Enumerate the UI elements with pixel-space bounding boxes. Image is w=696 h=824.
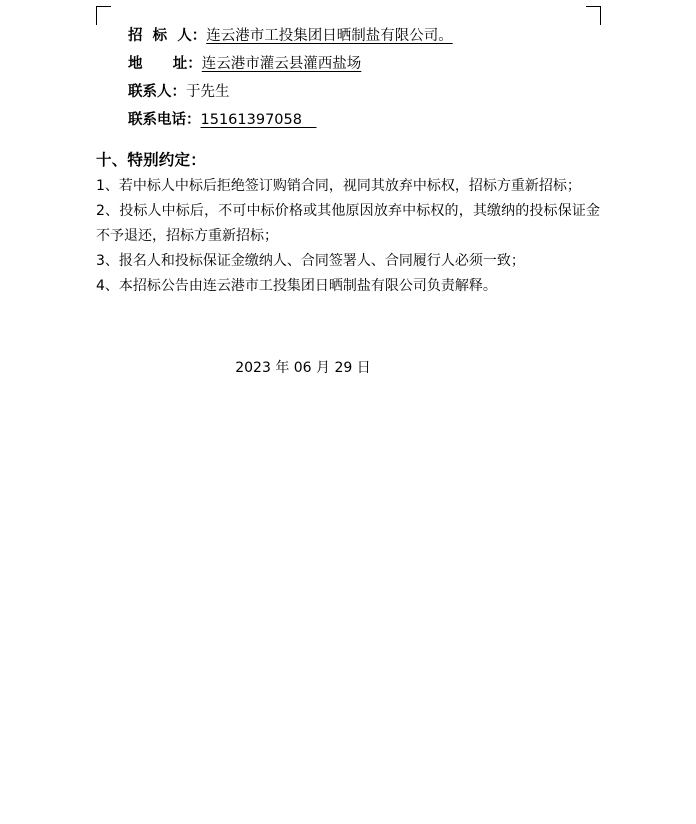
document-content [96, 22, 600, 377]
field-row-bidder [128, 22, 600, 50]
field-label-phone: 联系电话： [128, 112, 201, 128]
section-item-3: 3、报名人和投标保证金缴纳人、合同签署人、合同履行人必须一致； [96, 253, 525, 269]
section-item-2: 2、投标人中标后，不可中标价格或其他原因放弃中标权的，其缴纳的投标保证金不予退还，招标方重新招标； [96, 203, 600, 244]
field-label-address: 地 址： [128, 56, 202, 72]
field-value-bidder: 连云港市工投集团日晒制盐有限公司。 [206, 28, 453, 44]
field-label-bidder: 招 标 人： [128, 28, 207, 44]
field-row-address [128, 50, 600, 78]
field-value-contact-person: 于先生 [186, 84, 230, 100]
contact-fields [96, 22, 600, 134]
section-item-1: 1、若中标人中标后拒绝签订购销合同，视同其放弃中标权，招标方重新招标； [96, 178, 581, 194]
section-heading-special-terms: 十、特别约定： [96, 151, 206, 169]
section-item-4: 4、本招标公告由连云港市工投集团日晒制盐有限公司负责解释。 [96, 278, 497, 294]
document-date: 2023 年 06 月 29 日 [235, 360, 371, 376]
field-row-contact-person [128, 78, 600, 106]
field-label-contact-person: 联系人： [128, 84, 186, 100]
field-row-phone [128, 106, 600, 134]
field-value-phone: 15161397058 [200, 112, 317, 128]
field-value-address: 连云港市灌云县灌西盐场 [201, 56, 362, 72]
